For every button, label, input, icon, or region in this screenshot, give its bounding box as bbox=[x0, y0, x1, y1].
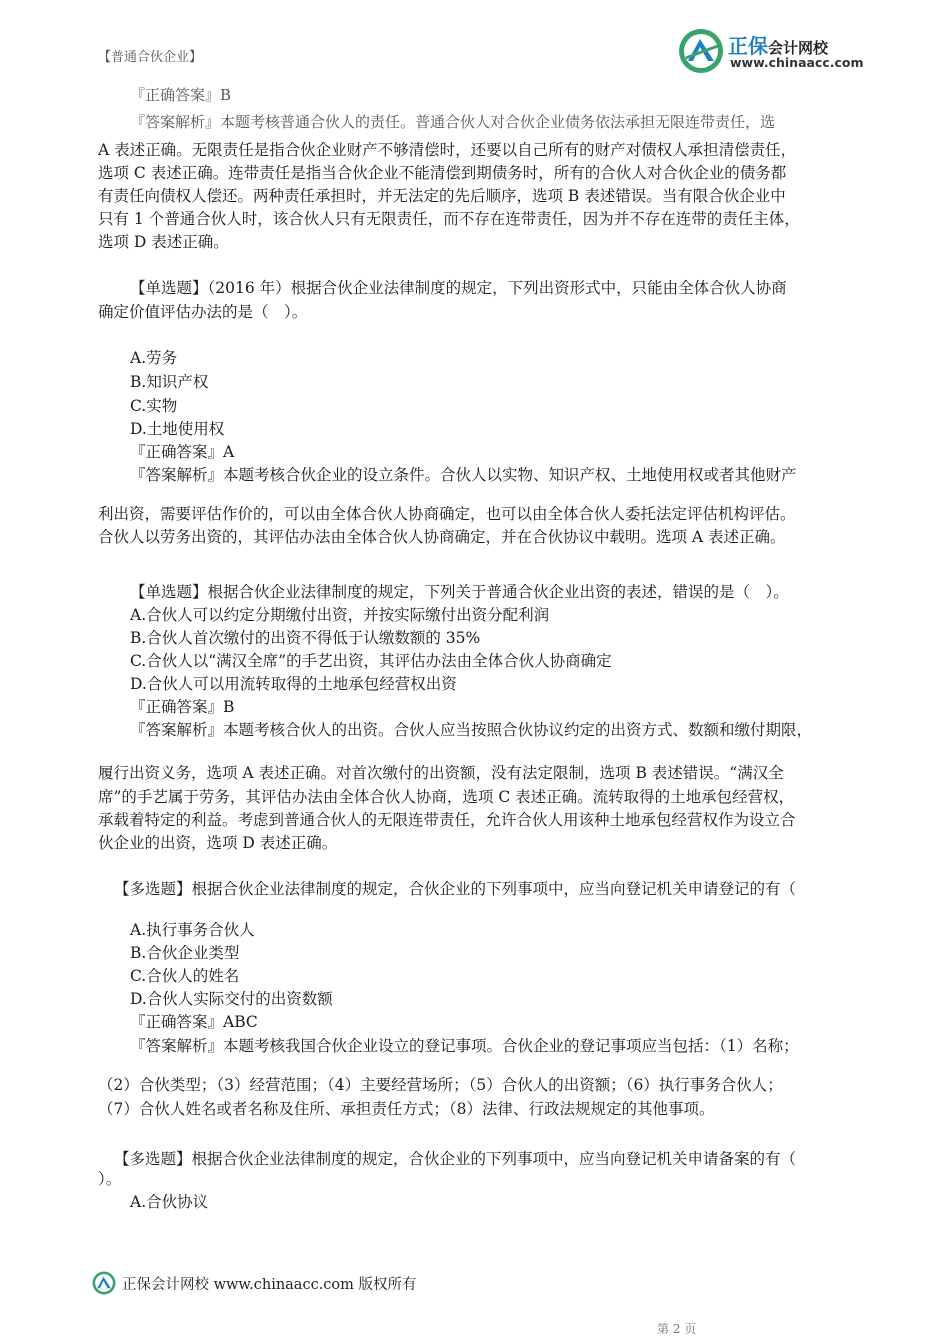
q5-stem-cont: ）。 bbox=[98, 1170, 122, 1188]
q2-stem: 【单选题】（2016 年）根据合伙企业法律制度的规定，下列出资形式中，只能由全体合伙人协商 bbox=[130, 279, 787, 297]
q1-explanation-line: 选项 C 表述正确。连带责任是指当合伙企业不能清偿到期债务时，所有的合伙人对合伙企业的债务都 bbox=[98, 164, 787, 182]
q2-option-c: C.实物 bbox=[130, 397, 178, 415]
q4-analysis-cont: （2）合伙类型；（3）经营范围；（4）主要经营场所；（5）合伙人的出资额；（6）执行事务合伙人； bbox=[98, 1076, 783, 1094]
footer-logo-icon bbox=[92, 1271, 116, 1295]
q3-analysis-cont: 履行出资义务，选项 A 表述正确。对首次缴付的出资额，没有法定限制，选项 B 表述错误。“满汉全 bbox=[98, 764, 784, 782]
q4-option-c: C.合伙人的姓名 bbox=[130, 967, 240, 985]
q3-option-d: D.合伙人可以用流转取得的土地承包经营权出资 bbox=[130, 675, 457, 693]
q4-option-a: A.执行事务合伙人 bbox=[130, 921, 255, 939]
q3-analysis-cont: 承载着特定的利益。考虑到普通合伙人的无限连带责任，允许合伙人用该种土地承包经营权作为设立合 bbox=[98, 811, 796, 829]
cut-analysis-line: 『答案解析』本题考核普通合伙人的责任。普通合伙人对合伙企业债务依法承担无限连带责任，选 bbox=[130, 113, 776, 131]
cut-answer-line: 『正确答案』B bbox=[130, 86, 232, 104]
q5-option-a: A.合伙协议 bbox=[130, 1193, 209, 1211]
q4-option-b: B.合伙企业类型 bbox=[130, 944, 240, 962]
q4-option-d: D.合伙人实际交付的出资数额 bbox=[130, 990, 333, 1008]
q4-answer: 『正确答案』ABC bbox=[130, 1013, 258, 1031]
q1-explanation-line: 选项 D 表述正确。 bbox=[98, 233, 229, 251]
brand-logo bbox=[678, 28, 878, 78]
brand-name: 正保会计网校 bbox=[728, 34, 829, 58]
q2-option-d: D.土地使用权 bbox=[130, 420, 225, 438]
q3-analysis-cont: 席”的手艺属于劳务，其评估办法由全体合伙人协商，选项 C 表述正确。流转取得的土地承包经营权， bbox=[98, 788, 795, 806]
q2-option-a: A.劳务 bbox=[130, 349, 178, 367]
brand-url: www.chinaacc.com bbox=[730, 55, 864, 70]
q3-stem: 【单选题】根据合伙企业法律制度的规定，下列关于普通合伙企业出资的表述，错误的是（ ）。 bbox=[130, 583, 789, 601]
q3-option-b: B.合伙人首次缴付的出资不得低于认缴数额的 35% bbox=[130, 629, 481, 647]
q2-analysis-cont: 利出资，需要评估作价的，可以由全体合伙人协商确定，也可以由全体合伙人委托法定评估机构评估。 bbox=[98, 505, 796, 523]
q4-analysis: 『答案解析』本题考核我国合伙企业设立的登记事项。合伙企业的登记事项应当包括：（1）名称； bbox=[130, 1037, 799, 1055]
q5-stem: 【多选题】根据合伙企业法律制度的规定，合伙企业的下列事项中，应当向登记机关申请备案的有（ bbox=[114, 1150, 797, 1168]
q3-answer: 『正确答案』B bbox=[130, 698, 235, 716]
q1-explanation-line: A 表述正确。无限责任是指合伙企业财产不够清偿时，还要以自己所有的财产对债权人承担清偿责任， bbox=[98, 141, 797, 159]
q2-answer: 『正确答案』A bbox=[130, 443, 235, 461]
q2-option-b: B.知识产权 bbox=[130, 373, 209, 391]
q3-analysis-cont: 伙企业的出资，选项 D 表述正确。 bbox=[98, 834, 338, 852]
q4-stem: 【多选题】根据合伙企业法律制度的规定，合伙企业的下列事项中，应当向登记机关申请登记的有（ bbox=[114, 880, 797, 898]
page-number: 第 2 页 bbox=[657, 1322, 697, 1336]
brand-emblem-icon bbox=[678, 28, 724, 74]
q2-analysis-cont: 合伙人以劳务出资的，其评估办法由全体合伙人协商确定，并在合伙协议中载明。选项 A 表述正确。 bbox=[98, 528, 786, 546]
q3-option-c: C.合伙人以“满汉全席”的手艺出资，其评估办法由全体合伙人协商确定 bbox=[130, 652, 612, 670]
footer-copyright: 正保会计网校 www.chinaacc.com 版权所有 bbox=[122, 1277, 417, 1293]
q3-option-a: A.合伙人可以约定分期缴付出资，并按实际缴付出资分配利润 bbox=[130, 606, 550, 624]
q1-explanation-line: 只有 1 个普通合伙人时，该合伙人只有无限责任，而不存在连带责任，因为并不存在连带的责任主体， bbox=[98, 210, 800, 228]
q4-analysis-cont: （7）合伙人姓名或者名称及住所、承担责任方式；（8）法律、行政法规规定的其他事项。 bbox=[98, 1100, 715, 1118]
q2-stem-cont: 确定价值评估办法的是（ ）。 bbox=[98, 303, 308, 321]
header-fragment: 【普通合伙企业】 bbox=[98, 50, 203, 65]
q1-explanation-line: 有责任向债权人偿还。两种责任承担时，并无法定的先后顺序，选项 B 表述错误。当有限合伙企业中 bbox=[98, 187, 786, 205]
q3-analysis: 『答案解析』本题考核合伙人的出资。合伙人应当按照合伙协议约定的出资方式、数额和缴付期限， bbox=[130, 721, 813, 739]
q2-analysis: 『答案解析』本题考核合伙企业的设立条件。合伙人以实物、知识产权、土地使用权或者其他财产 bbox=[130, 466, 797, 484]
